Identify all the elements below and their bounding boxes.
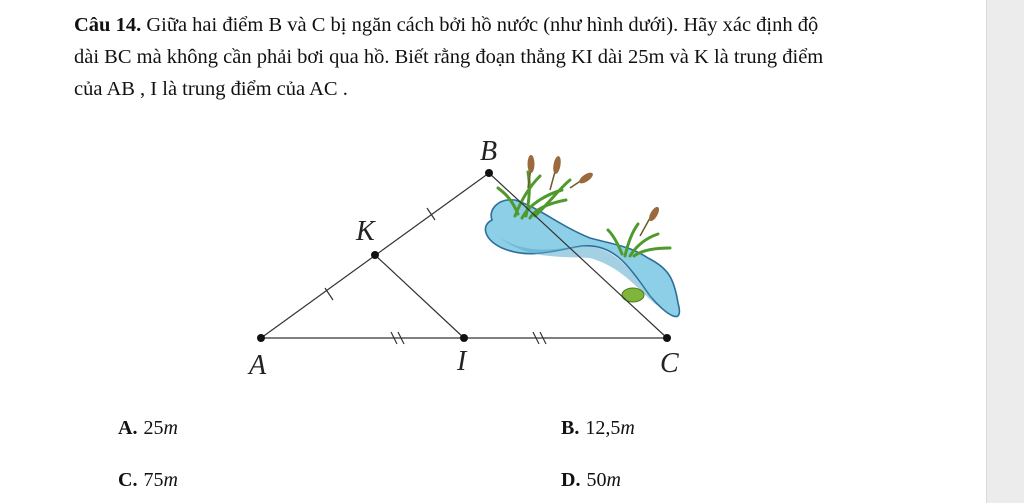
cattails-left <box>528 155 595 190</box>
label-c: C <box>660 348 679 379</box>
option-c-value: 75 <box>143 469 164 491</box>
point-i <box>460 334 468 342</box>
page-gutter <box>986 0 1024 503</box>
option-b-unit: m <box>620 417 635 439</box>
point-c <box>663 334 671 342</box>
point-b <box>485 169 493 177</box>
geometry-figure <box>230 128 710 388</box>
point-k <box>371 251 379 259</box>
label-k: K <box>356 216 375 247</box>
question-number: Câu 14. <box>74 14 142 36</box>
label-a: A <box>249 350 267 381</box>
point-a <box>257 334 265 342</box>
segment-ki <box>375 255 464 338</box>
option-b-value: 12,5 <box>585 417 621 439</box>
option-d-label: D. <box>561 469 581 491</box>
option-a-unit: m <box>163 417 178 439</box>
option-a-label: A. <box>118 417 138 439</box>
option-d-value: 50 <box>586 469 607 491</box>
option-c[interactable] <box>118 469 178 492</box>
option-a-value: 25 <box>143 417 164 439</box>
label-b: B <box>480 136 498 167</box>
option-c-label: C. <box>118 469 138 491</box>
option-c-unit: m <box>163 469 178 491</box>
option-b-label: B. <box>561 417 580 439</box>
label-i: I <box>457 346 467 377</box>
option-d[interactable] <box>561 469 621 492</box>
option-b[interactable] <box>561 417 635 440</box>
question-block <box>74 9 844 105</box>
question-text: Giữa hai điểm B và C bị ngăn cách bởi hồ nước (như hình dưới). Hãy xác định độ dài BC mà không cần phải bơi qua hồ. Biết rằng đoạn thẳng KI dài 25m và K là trung điểm của AB , I là trung điểm của AC . <box>74 14 824 100</box>
option-a[interactable] <box>118 417 178 440</box>
option-d-unit: m <box>606 469 621 491</box>
cattails-right <box>640 205 661 236</box>
